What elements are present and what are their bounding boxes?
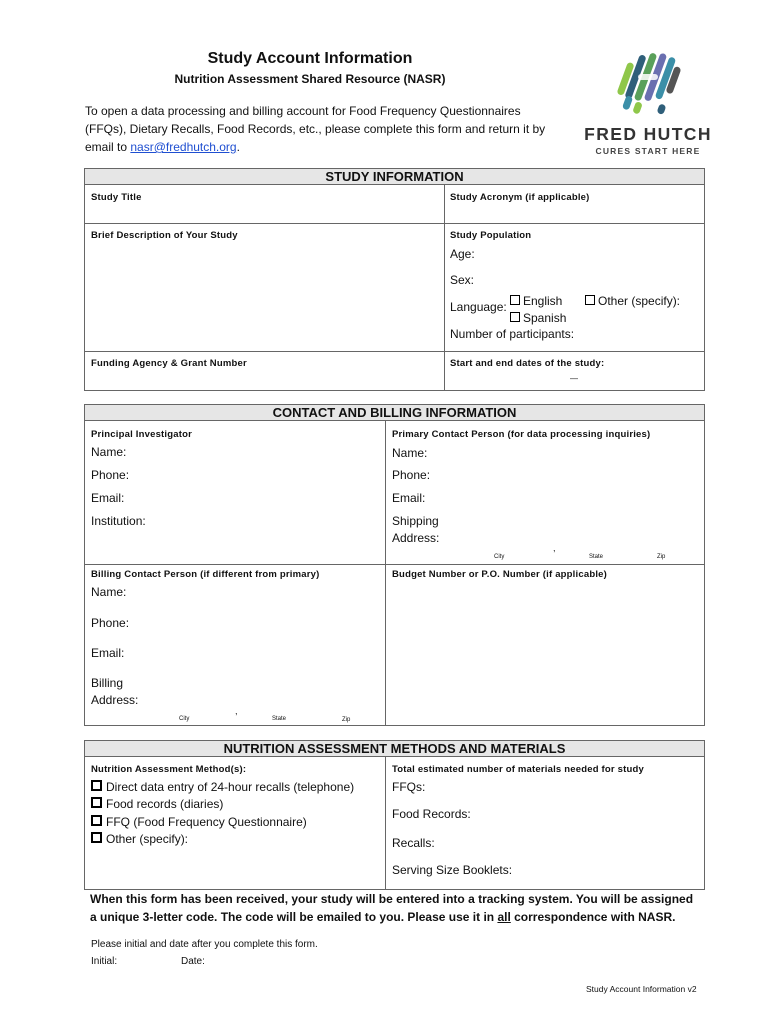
initial-label: Initial: [91,956,118,967]
page-title: Study Account Information [207,50,413,67]
english-checkbox[interactable] [510,294,562,308]
logo-mark-icon [578,46,718,122]
checkbox-icon [91,815,102,826]
checkbox-icon [510,312,520,322]
language-label: Language: [450,300,507,314]
study-acronym-label: Study Acronym (if applicable) [450,192,590,203]
pi-email: Email: [91,491,125,505]
checkbox-icon [585,295,595,305]
population-label: Study Population [450,230,532,241]
email-link[interactable]: nasr@fredhutch.org [130,140,237,154]
spanish-label: Spanish [523,311,567,325]
tracking-note-a: When this form has been received, your study will be entered into a tracking system. You will be assigned a unique 3-letter code. The code will be emailed to you. Please use it in [90,892,694,924]
method-option-label: Direct data entry of 24-hour recalls (telephone) [106,780,355,794]
study-dates-dash: — [570,374,578,383]
primary-contact-label: Primary Contact Person (for data processing inquiries) [392,429,651,440]
pi-institution: Institution: [91,514,146,528]
method-option-label: FFQ (Food Frequency Questionnaire) [106,815,307,829]
english-label: English [523,294,563,308]
checkbox-icon [91,780,102,791]
billing-address-label: Address: [91,693,139,707]
tracking-note-b: correspondence with NASR. [510,910,676,924]
other-language-label: Other (specify): [598,294,681,308]
primary-phone: Phone: [392,468,431,482]
checkbox-icon [510,295,520,305]
budget-field[interactable] [386,565,703,724]
participants-label: Number of participants: [450,327,575,341]
spanish-checkbox[interactable] [510,311,566,325]
funding-field[interactable] [85,352,443,389]
method-option-ffq[interactable] [91,815,307,829]
intro-body: To open a data processing and billing account for Food Frequency Questionnaires (FFQs), Dietary Recalls, Food Records, etc., please complete this form and return it by email to [85,104,546,154]
contact-billing-section [84,420,705,726]
checkbox-icon [91,832,102,843]
age-label: Age: [450,247,475,261]
billing-comma: , [235,706,238,716]
study-information-header: STUDY INFORMATION [84,168,705,185]
food-records-label: Food Records: [392,807,471,821]
billing-state: State [272,716,287,722]
billing-contact-label: Billing Contact Person (if different from primary) [91,569,320,580]
shipping-zip: Zip [657,554,666,560]
recalls-label: Recalls: [392,836,435,850]
shipping-city: City [494,554,505,560]
method-option-recalls[interactable] [91,780,354,794]
billing-name: Name: [91,585,127,599]
pi-name: Name: [91,445,127,459]
billing-email: Email: [91,646,125,660]
tracking-note [90,890,702,926]
budget-label: Budget Number or P.O. Number (if applicable) [392,569,608,580]
study-title-field[interactable] [85,185,443,223]
primary-name: Name: [392,446,428,460]
shipping-address-label: Address: [392,531,440,545]
methods-section [84,756,705,890]
checkbox-icon [91,797,102,808]
other-language-checkbox[interactable] [585,294,680,308]
study-dates-label: Start and end dates of the study: [450,358,605,369]
version-label: Study Account Information v2 [586,984,697,994]
intro-period: . [236,140,240,154]
shipping-label: Shipping [392,514,439,528]
sex-label: Sex: [450,273,475,287]
billing-city: City [179,716,190,722]
pi-phone: Phone: [91,468,130,482]
primary-email: Email: [392,491,426,505]
study-information-section [84,184,705,391]
funding-label: Funding Agency & Grant Number [91,358,247,369]
methods-header: NUTRITION ASSESSMENT METHODS AND MATERIALS [84,740,705,757]
ffqs-label: FFQs: [392,780,426,794]
billing-phone: Phone: [91,616,130,630]
shipping-state: State [589,554,604,560]
intro-text [85,102,565,156]
method-option-food-records[interactable] [91,797,223,811]
billing-zip: Zip [342,717,351,723]
method-option-label: Food records (diaries) [106,797,224,811]
tracking-note-all: all [497,910,511,924]
date-label: Date: [181,956,205,967]
contact-billing-header: CONTACT AND BILLING INFORMATION [84,404,705,421]
description-field[interactable] [85,224,443,350]
pi-label: Principal Investigator [91,429,193,440]
fred-hutch-logo [578,46,718,162]
billing-label: Billing [91,676,124,690]
logo-wordmark: FRED HUTCH [584,124,712,144]
study-acronym-field[interactable] [445,185,703,223]
method-option-label: Other (specify): [106,832,189,846]
logo-tagline: CURES START HERE [595,146,701,156]
study-title-label: Study Title [91,192,142,203]
initial-prompt: Please initial and date after you complete this form. [91,939,318,950]
method-label: Nutrition Assessment Method(s): [91,764,247,775]
method-option-other[interactable] [91,832,188,846]
shipping-comma: , [553,543,556,553]
page-subtitle: Nutrition Assessment Shared Resource (NASR) [174,72,446,86]
booklets-label: Serving Size Booklets: [392,863,513,877]
total-materials-label: Total estimated number of materials needed for study [392,764,644,775]
description-label: Brief Description of Your Study [91,230,238,241]
